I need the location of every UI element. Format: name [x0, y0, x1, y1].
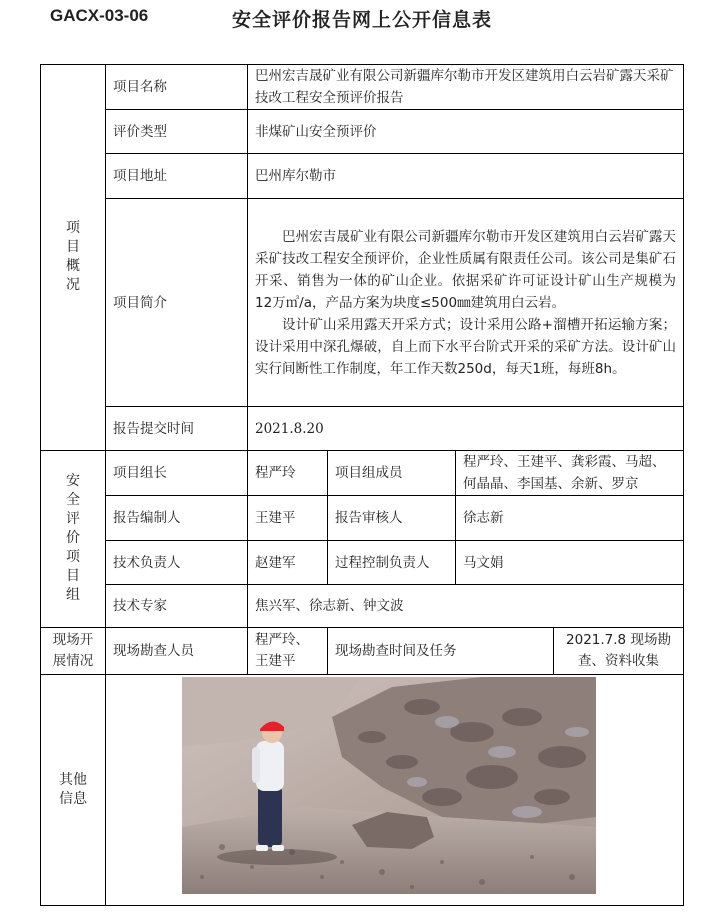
intro-paragraph-2: 设计矿山采用露天开采方式；设计采用公路+溜槽开拓运输方案；设计采用中深孔爆破，自上而下水平台阶式开采的采矿方法。设计矿山实行间断性工作制度，年工作天数250d，每天1班，每班8h。	[255, 316, 676, 377]
value-project-address: 巴州库尔勒市	[248, 154, 684, 199]
photo-cell	[106, 675, 684, 906]
label-submit-time: 报告提交时间	[106, 407, 248, 451]
label-process-control-lead: 过程控制负责人	[328, 541, 456, 585]
info-table	[40, 64, 684, 906]
label-report-compiler: 报告编制人	[106, 496, 248, 541]
label-evaluation-type: 评价类型	[106, 110, 248, 154]
value-process-control-lead: 马文娟	[456, 541, 684, 585]
value-site-time-task: 2021.7.8 现场勘查、资料收集	[554, 628, 684, 675]
value-team-leader: 程严玲	[248, 451, 328, 496]
value-project-intro	[248, 199, 684, 407]
section-site-work: 现场开展情况	[41, 628, 106, 675]
section-project-overview: 项目概况	[41, 65, 106, 451]
section-evaluation-team: 安全评价项目组	[41, 451, 106, 628]
value-submit-time: 2021.8.20	[248, 407, 684, 451]
value-technical-experts: 焦兴军、徐志新、钟文波	[248, 585, 684, 628]
value-technical-lead: 赵建军	[248, 541, 328, 585]
label-project-intro: 项目简介	[106, 199, 248, 407]
value-report-compiler: 王建平	[248, 496, 328, 541]
label-technical-lead: 技术负责人	[106, 541, 248, 585]
label-site-time-task: 现场勘查时间及任务	[328, 628, 554, 675]
label-site-personnel: 现场勘查人员	[106, 628, 248, 675]
value-report-reviewer: 徐志新	[456, 496, 684, 541]
label-project-address: 项目地址	[106, 154, 248, 199]
value-evaluation-type: 非煤矿山安全预评价	[248, 110, 684, 154]
value-team-members: 程严玲、王建平、龚彩霞、马超、何晶晶、李国基、余新、罗京	[456, 451, 684, 496]
label-team-members: 项目组成员	[328, 451, 456, 496]
document-title: 安全评价报告网上公开信息表	[232, 9, 493, 31]
label-project-name: 项目名称	[106, 65, 248, 110]
value-project-name: 巴州宏吉晟矿业有限公司新疆库尔勒市开发区建筑用白云岩矿露天采矿技改工程安全预评价报告	[248, 65, 684, 110]
site-photo	[182, 677, 596, 894]
label-team-leader: 项目组长	[106, 451, 248, 496]
label-report-reviewer: 报告审核人	[328, 496, 456, 541]
site-photo-illustration	[182, 677, 596, 894]
section-other-info: 其他信息	[41, 675, 106, 906]
document-code: GACX-03-06	[50, 6, 149, 25]
intro-paragraph-1: 巴州宏吉晟矿业有限公司新疆库尔勒市开发区建筑用白云岩矿露天采矿技改工程安全预评价，企业性质属有限责任公司。该公司是集矿石开采、销售为一体的矿山企业。依据采矿许可证设计矿山生产规模为12万㎥/a，产品方案为块度≤500㎜建筑用白云岩。	[255, 228, 676, 311]
value-site-personnel: 程严玲、王建平	[248, 628, 328, 675]
label-technical-experts: 技术专家	[106, 585, 248, 628]
